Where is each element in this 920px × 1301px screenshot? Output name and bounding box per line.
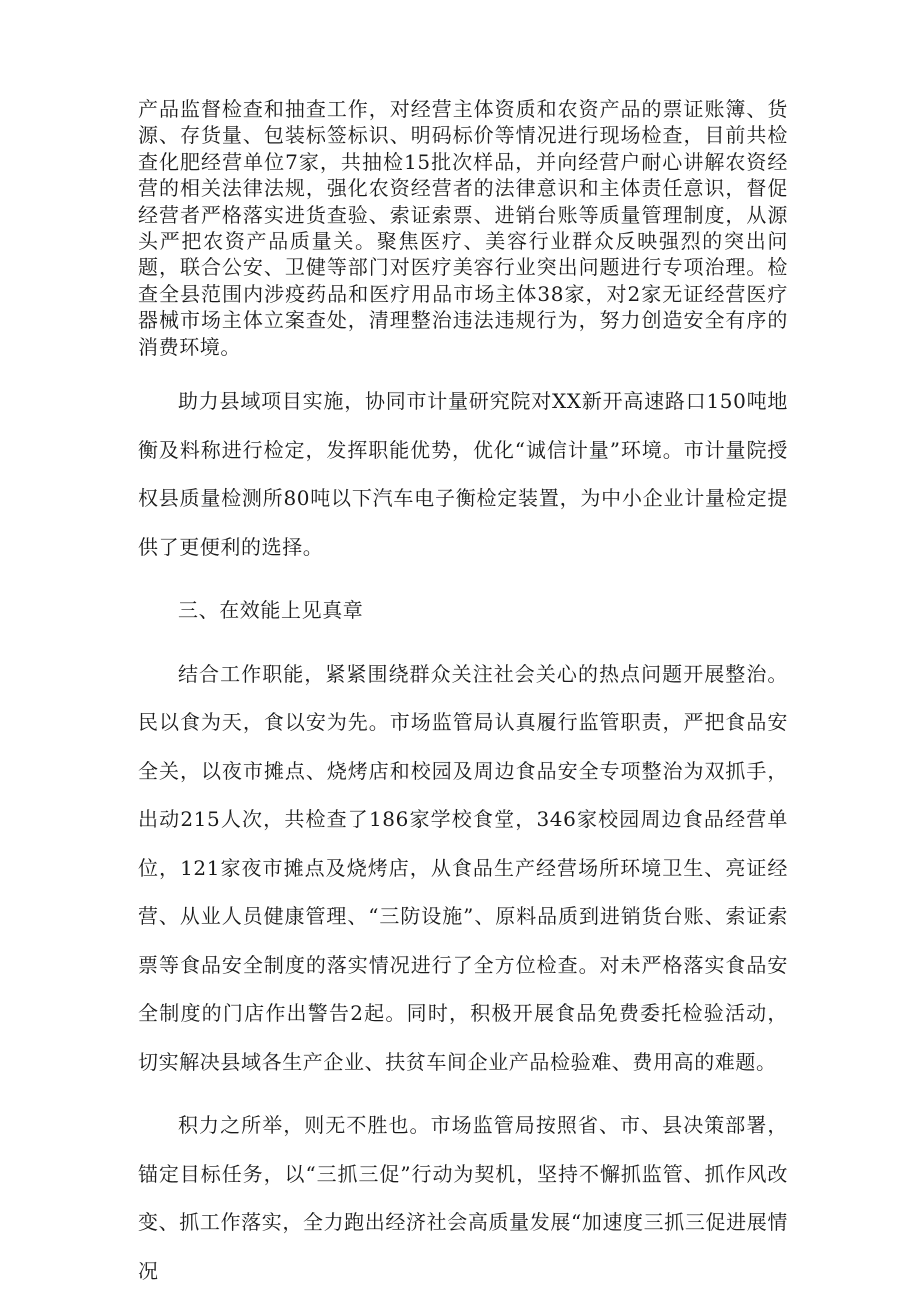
- paragraph-metrology: 助力县域项目实施，协同市计量研究院对XX新开高速路口150吨地衡及料称进行检定，发挥职能优势，优化“诚信计量”环境。市计量院授权县质量检测所80吨以下汽车电子衡检定装置，为中小企业计量检定提供了更便利的选择。: [138, 389, 788, 559]
- document-page: [138, 96, 788, 1295]
- paragraph-agri-inspection: 产品监督检查和抽查工作，对经营主体资质和农资产品的票证账簿、货源、存货量、包装标签标识、明码标价等情况进行现场检查，目前共检查化肥经营单位7家，共抽检15批次样品，并向经营户耐心讲解农资经营的相关法律法规，强化农资经营者的法律意识和主体责任意识，督促经营者严格落实进货查验、索证索票、进销台账等质量管理制度，从源头严把农资产品质量关。聚焦医疗、美容行业群众反映强烈的突出问题，联合公安、卫健等部门对医疗美容行业突出问题进行专项治理。检查全县范围内涉疫药品和医疗用品市场主体38家，对2家无证经营医疗器械市场主体立案查处，清理整治违法违规行为，努力创造安全有序的消费环境。: [138, 97, 788, 359]
- paragraph-food-safety: 结合工作职能，紧紧围绕群众关注社会关心的热点问题开展整治。民以食为天，食以安为先。市场监管局认真履行监管职责，严把食品安全关，以夜市摊点、烧烤店和校园及周边食品安全专项整治为双抓手，出动215人次，共检查了186家学校食堂，346家校园周边食品经营单位，121家夜市摊点及烧烤店，从食品生产经营场所环境卫生、亮证经营、从业人员健康管理、“三防设施”、原料品质到进销货台账、索证索票等食品安全制度的落实情况进行了全方位检查。对未严格落实食品安全制度的门店作出警告2起。同时，积极开展食品免费委托检验活动，切实解决县域各生产企业、扶贫车间企业产品检验难、费用高的难题。: [138, 661, 788, 1074]
- paragraph-three-grasps: 积力之所举，则无不胜也。市场监管局按照省、市、县决策部署，锚定目标任务，以“三抓三促”行动为契机，坚持不懈抓监管、抓作风改变、抓工作落实，全力跑出经济社会高质量发展“加速度三抓三促进展情况: [138, 1113, 788, 1283]
- section-heading: 三、在效能上见真章: [178, 598, 364, 623]
